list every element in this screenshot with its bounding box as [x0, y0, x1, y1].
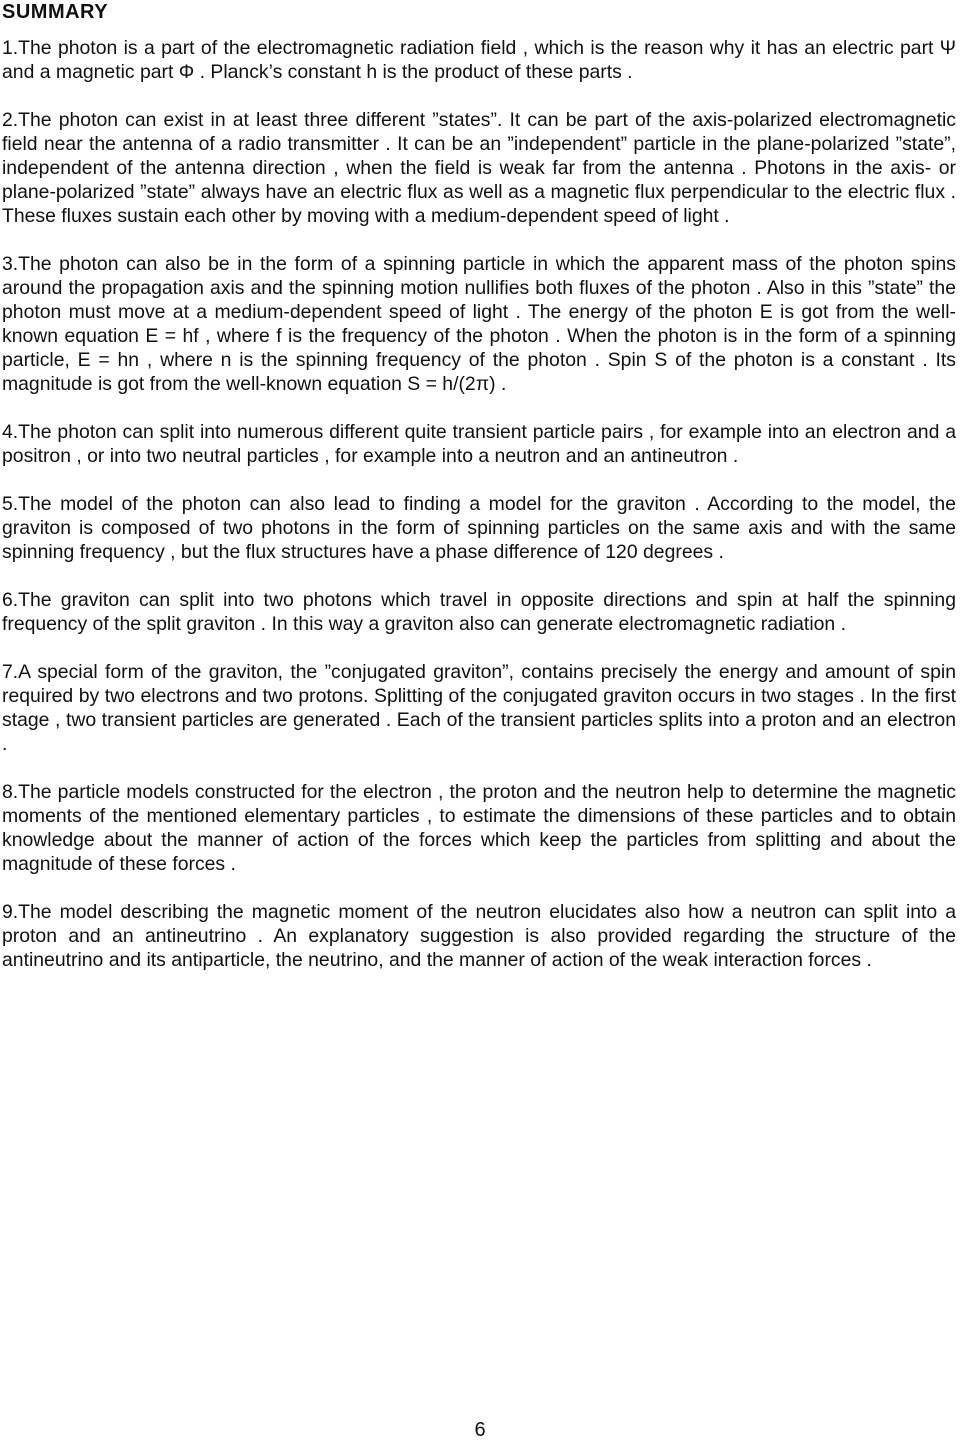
summary-item-8: [2, 780, 956, 876]
summary-item-9: [2, 900, 956, 972]
item-text: The photon can split into numerous different quite transient particle pairs , for example into an electron and a positron , or into two neutral particles , for example into a neutron and an antineutron .: [2, 421, 956, 467]
item-number: 2.: [2, 109, 19, 131]
item-number: 1.: [2, 37, 19, 59]
item-number: 6.: [2, 589, 19, 611]
summary-item-6: [2, 588, 956, 636]
item-text: A special form of the graviton, the ”conjugated graviton”, contains precisely the energy and amount of spin required by two electrons and two protons. Splitting of the conjugated graviton occurs in two stages . In the first stage , two transient particles are generated . Each of the transient particles splits into a proton and an electron .: [2, 661, 956, 755]
item-number: 7.: [2, 661, 19, 683]
item-number: 8.: [2, 781, 19, 803]
section-heading: SUMMARY: [2, 1, 109, 23]
summary-item-3: [2, 252, 956, 396]
item-text: The photon can exist in at least three different ”states”. It can be part of the axis-polarized electromagnetic field near the antenna of a radio transmitter . It can be an ”independent” particle in the plane-polarized ”state”, independent of the antenna direction , when the field is weak far from the antenna . Photons in the axis- or plane-polarized ”state” always have an electric flux as well as a magnetic flux perpendicular to the electric flux . These fluxes sustain each other by moving with a medium-dependent speed of light .: [2, 109, 956, 227]
page-number: 6: [474, 1419, 486, 1441]
summary-item-5: [2, 492, 956, 564]
summary-item-7: [2, 660, 956, 756]
item-number: 4.: [2, 421, 19, 443]
item-text: The model of the photon can also lead to finding a model for the graviton . According to the model, the graviton is composed of two photons in the form of spinning particles on the same axis and with the same spinning frequency , but the flux structures have a phase difference of 120 degrees .: [2, 493, 956, 563]
item-number: 9.: [2, 901, 19, 923]
item-number: 3.: [2, 253, 19, 275]
item-text: The particle models constructed for the electron , the proton and the neutron help to determine the magnetic moments of the mentioned elementary particles , to estimate the dimensions of these particles and to obtain knowledge about the manner of action of the forces which keep the particles from splitting and about the magnitude of these forces .: [2, 781, 956, 875]
item-text: The graviton can split into two photons which travel in opposite directions and spin at half the spinning frequency of the split graviton . In this way a graviton also can generate electromagnetic radiation .: [2, 589, 956, 635]
item-text: The model describing the magnetic moment of the neutron elucidates also how a neutron can split into a proton and an antineutrino . An explanatory suggestion is also provided regarding the structure of the antineutrino and its antiparticle, the neutrino, and the manner of action of the weak interaction forces .: [2, 901, 956, 971]
summary-item-2: [2, 108, 956, 228]
summary-item-4: [2, 420, 956, 468]
summary-list: [2, 36, 956, 996]
item-text: The photon is a part of the electromagnetic radiation field , which is the reason why it has an electric part Ψ and a magnetic part Φ . Planck’s constant h is the product of these parts .: [2, 37, 956, 83]
summary-item-1: [2, 36, 956, 84]
item-number: 5.: [2, 493, 19, 515]
item-text: The photon can also be in the form of a spinning particle in which the apparent mass of the photon spins around the propagation axis and the spinning motion nullifies both fluxes of the photon . Also in this ”state” the photon must move at a medium-dependent speed of light . The energy of the photon E is got from the well-known equation E = hf , where f is the frequency of the photon . When the photon is in the form of a spinning particle, E = hn , where n is the spinning frequency of the photon . Spin S of the photon is a constant . Its magnitude is got from the well-known equation S = h/(2π) .: [2, 253, 956, 395]
